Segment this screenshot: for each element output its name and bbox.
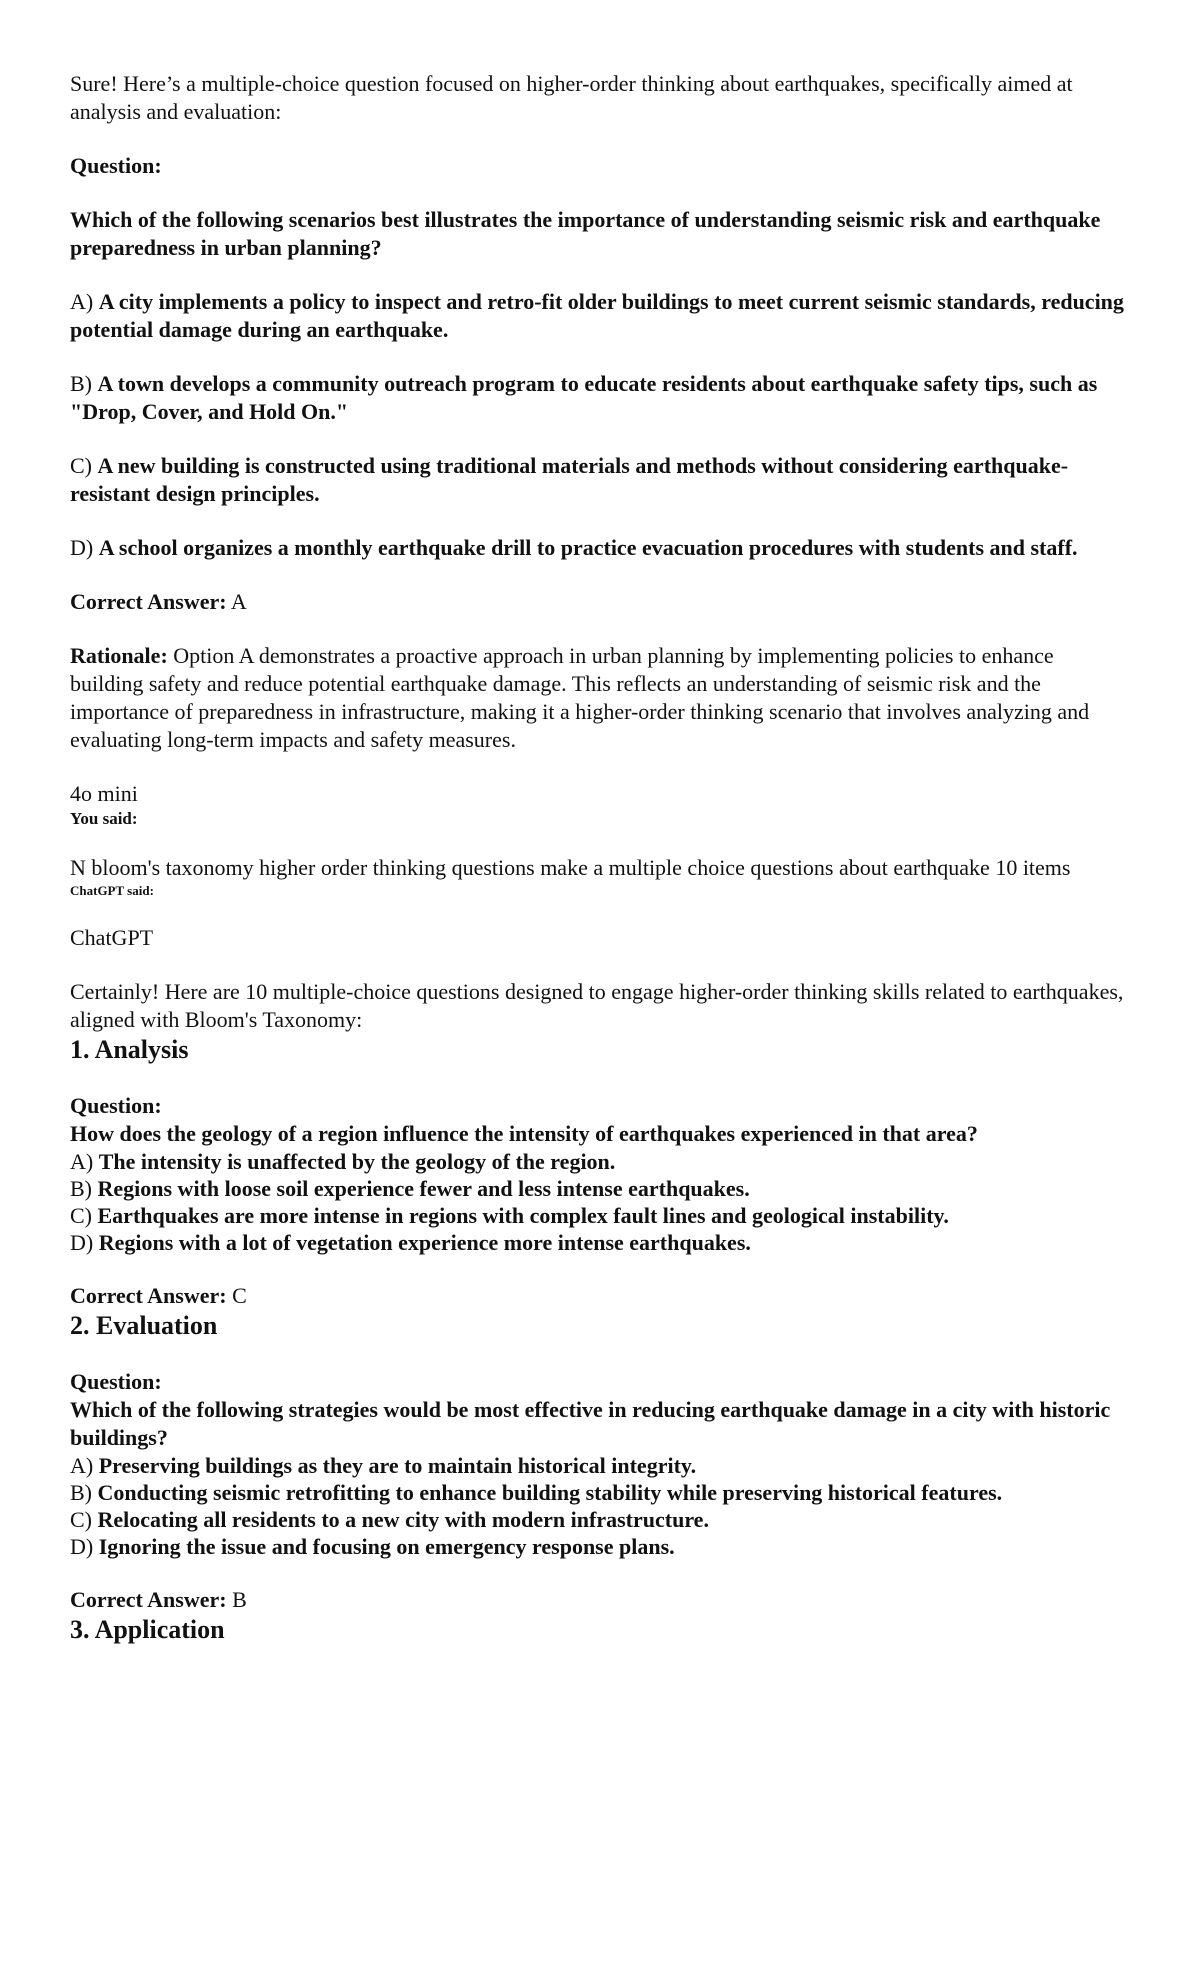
option-letter: B): [70, 1176, 92, 1201]
rationale-label: Rationale:: [70, 643, 168, 668]
rationale: [70, 642, 1130, 754]
option-letter: B): [70, 371, 92, 396]
question-label: Question:: [70, 153, 162, 178]
option-d: [70, 534, 1130, 562]
question-text: Which of the following scenarios best illustrates the importance of understanding seismic risk and earthquake preparedness in urban planning?: [70, 207, 1101, 260]
option-letter: D): [70, 1230, 94, 1255]
option-letter: C): [70, 1203, 92, 1228]
section-question-block: [70, 1092, 1130, 1148]
model-label: 4o mini: [70, 781, 138, 806]
assistant-label: ChatGPT said:: [70, 883, 154, 898]
choice-b: [70, 1175, 1130, 1202]
option-b: [70, 370, 1130, 426]
section-heading-analysis: 1. Analysis: [70, 1035, 189, 1064]
section-question-block: [70, 1368, 1130, 1452]
answer-value: A: [230, 589, 247, 614]
assistant-name: ChatGPT: [70, 925, 154, 950]
choice-b: [70, 1479, 1130, 1506]
choice-d: [70, 1533, 1130, 1560]
section-heading-evaluation: 2. Evaluation: [70, 1311, 218, 1340]
option-letter: A): [70, 1453, 94, 1478]
option-text: A town develops a community outreach program to educate residents about earthquake safety tips, such as "Drop, Cover, and Hold On.": [70, 371, 1098, 424]
option-a: [70, 288, 1130, 344]
option-letter: A): [70, 1149, 94, 1174]
question-label: Question:: [70, 1369, 162, 1394]
correct-answer: [70, 1282, 1130, 1310]
option-text: Regions with loose soil experience fewer and less intense earthquakes.: [97, 1176, 750, 1201]
option-c: [70, 452, 1130, 508]
choice-d: [70, 1229, 1130, 1256]
option-letter: B): [70, 1480, 92, 1505]
option-letter: D): [70, 1534, 94, 1559]
answer-label: Correct Answer:: [70, 1283, 227, 1308]
choice-c: [70, 1202, 1130, 1229]
option-text: Earthquakes are more intense in regions with complex fault lines and geological instability.: [97, 1203, 949, 1228]
section-heading-application: 3. Application: [70, 1615, 225, 1644]
answer-label: Correct Answer:: [70, 589, 227, 614]
option-letter: C): [70, 1507, 92, 1532]
option-text: The intensity is unaffected by the geology of the region.: [98, 1149, 616, 1174]
option-text: A city implements a policy to inspect and retro-fit older buildings to meet current seismic standards, reducing potential damage during an earthquake.: [70, 289, 1124, 342]
user-message: N bloom's taxonomy higher order thinking questions make a multiple choice questions about earthquake 10 items: [70, 855, 1071, 880]
option-letter: D): [70, 535, 94, 560]
answer-value: B: [232, 1587, 247, 1612]
question-label: Question:: [70, 1093, 162, 1118]
answer-label: Correct Answer:: [70, 1587, 227, 1612]
choice-list: [70, 1148, 1130, 1256]
intro-paragraph: Sure! Here’s a multiple-choice question focused on higher-order thinking about earthquakes, specifically aimed at analysis and evaluation:: [70, 71, 1073, 124]
option-text: Preserving buildings as they are to maintain historical integrity.: [98, 1453, 697, 1478]
correct-answer: [70, 1586, 1130, 1614]
option-text: Regions with a lot of vegetation experience more intense earthquakes.: [98, 1230, 751, 1255]
user-label: You said:: [70, 809, 138, 828]
option-letter: A): [70, 289, 94, 314]
option-text: A school organizes a monthly earthquake drill to practice evacuation procedures with students and staff.: [98, 535, 1078, 560]
option-text: Conducting seismic retrofitting to enhance building stability while preserving historical features.: [97, 1480, 1003, 1505]
answer-value: C: [232, 1283, 247, 1308]
option-letter: C): [70, 453, 92, 478]
option-text: A new building is constructed using traditional materials and methods without considering earthquake-resistant design principles.: [70, 453, 1069, 506]
option-text: Relocating all residents to a new city with modern infrastructure.: [97, 1507, 709, 1532]
choice-a: [70, 1452, 1130, 1479]
choice-c: [70, 1506, 1130, 1533]
question-text: Which of the following strategies would be most effective in reducing earthquake damage in a city with historic buildings?: [70, 1397, 1111, 1450]
assistant-intro: Certainly! Here are 10 multiple-choice questions designed to engage higher-order thinking skills related to earthquakes, aligned with Bloom's Taxonomy:: [70, 979, 1124, 1032]
rationale-text: Option A demonstrates a proactive approach in urban planning by implementing policies to enhance building safety and reduce potential earthquake damage. This reflects an understanding of seismic risk and the importance of preparedness in infrastructure, making it a higher-order thinking scenario that involves analyzing and evaluating long-term impacts and safety measures.: [70, 643, 1090, 752]
choice-list: [70, 1452, 1130, 1560]
option-text: Ignoring the issue and focusing on emergency response plans.: [98, 1534, 675, 1559]
question-text: How does the geology of a region influence the intensity of earthquakes experienced in that area?: [70, 1121, 978, 1146]
correct-answer: [70, 588, 1130, 616]
choice-a: [70, 1148, 1130, 1175]
